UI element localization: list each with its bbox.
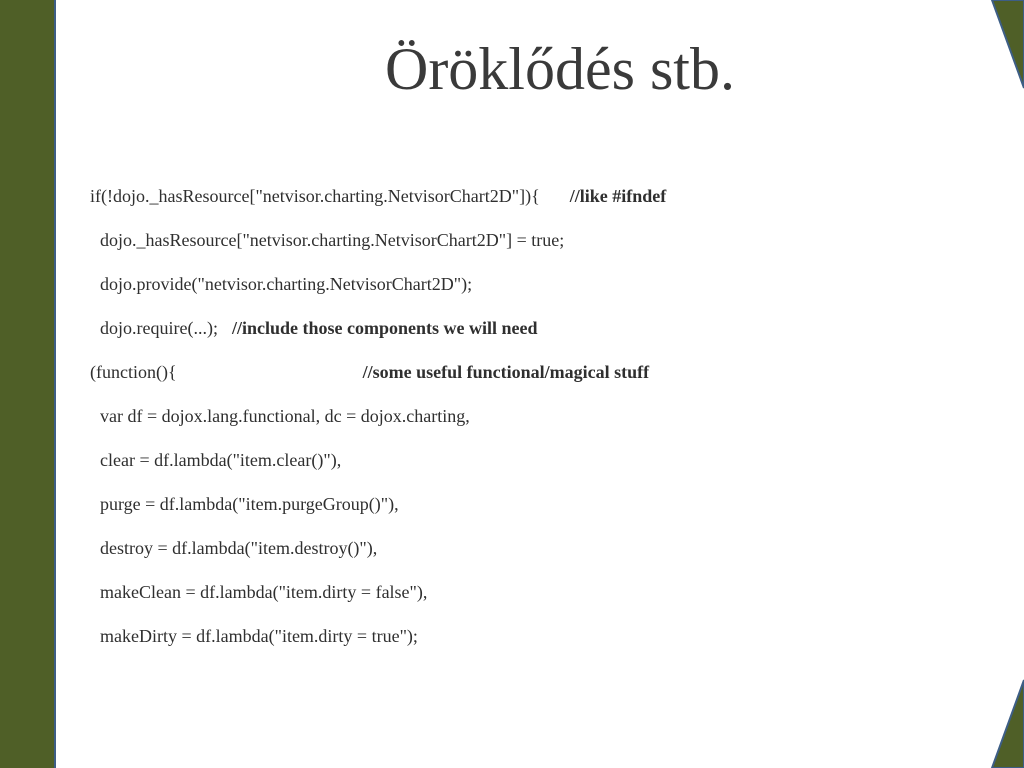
code-text: dojo._hasResource["netvisor.charting.NetvisorChart2D"] = true;: [100, 230, 565, 250]
code-text: var df = dojox.lang.functional, dc = dojox.charting,: [100, 406, 470, 426]
code-line: [90, 536, 970, 580]
code-text: (function(){: [90, 362, 177, 382]
code-line: [90, 492, 970, 536]
code-line: [90, 404, 970, 448]
code-line: [90, 448, 970, 492]
code-line: [90, 184, 970, 228]
code-text: destroy = df.lambda("item.destroy()"),: [100, 538, 378, 558]
left-accent-bar: [0, 0, 56, 768]
code-text: clear = df.lambda("item.clear()"),: [100, 450, 342, 470]
code-line: [90, 272, 970, 316]
code-line: [90, 580, 970, 624]
code-line: [90, 360, 970, 404]
code-text: if(!dojo._hasResource["netvisor.charting.NetvisorChart2D"]){: [90, 186, 540, 206]
code-block: [90, 184, 970, 668]
code-text: makeDirty = df.lambda("item.dirty = true");: [100, 626, 418, 646]
code-line: [90, 316, 970, 360]
code-text: purge = df.lambda("item.purgeGroup()"),: [100, 494, 399, 514]
code-comment: //include those components we will need: [231, 318, 538, 338]
code-text: makeClean = df.lambda("item.dirty = false"),: [100, 582, 428, 602]
code-text: dojo.require(...);: [100, 318, 218, 338]
code-comment: //like #ifndef: [569, 186, 667, 206]
bottom-right-triangle: [992, 680, 1024, 768]
code-line: [90, 624, 970, 668]
slide-title: Öröklődés stb.: [385, 36, 735, 102]
code-text: dojo.provide("netvisor.charting.NetvisorChart2D");: [100, 274, 473, 294]
code-line: [90, 228, 970, 272]
code-comment: //some useful functional/magical stuff: [362, 362, 650, 382]
